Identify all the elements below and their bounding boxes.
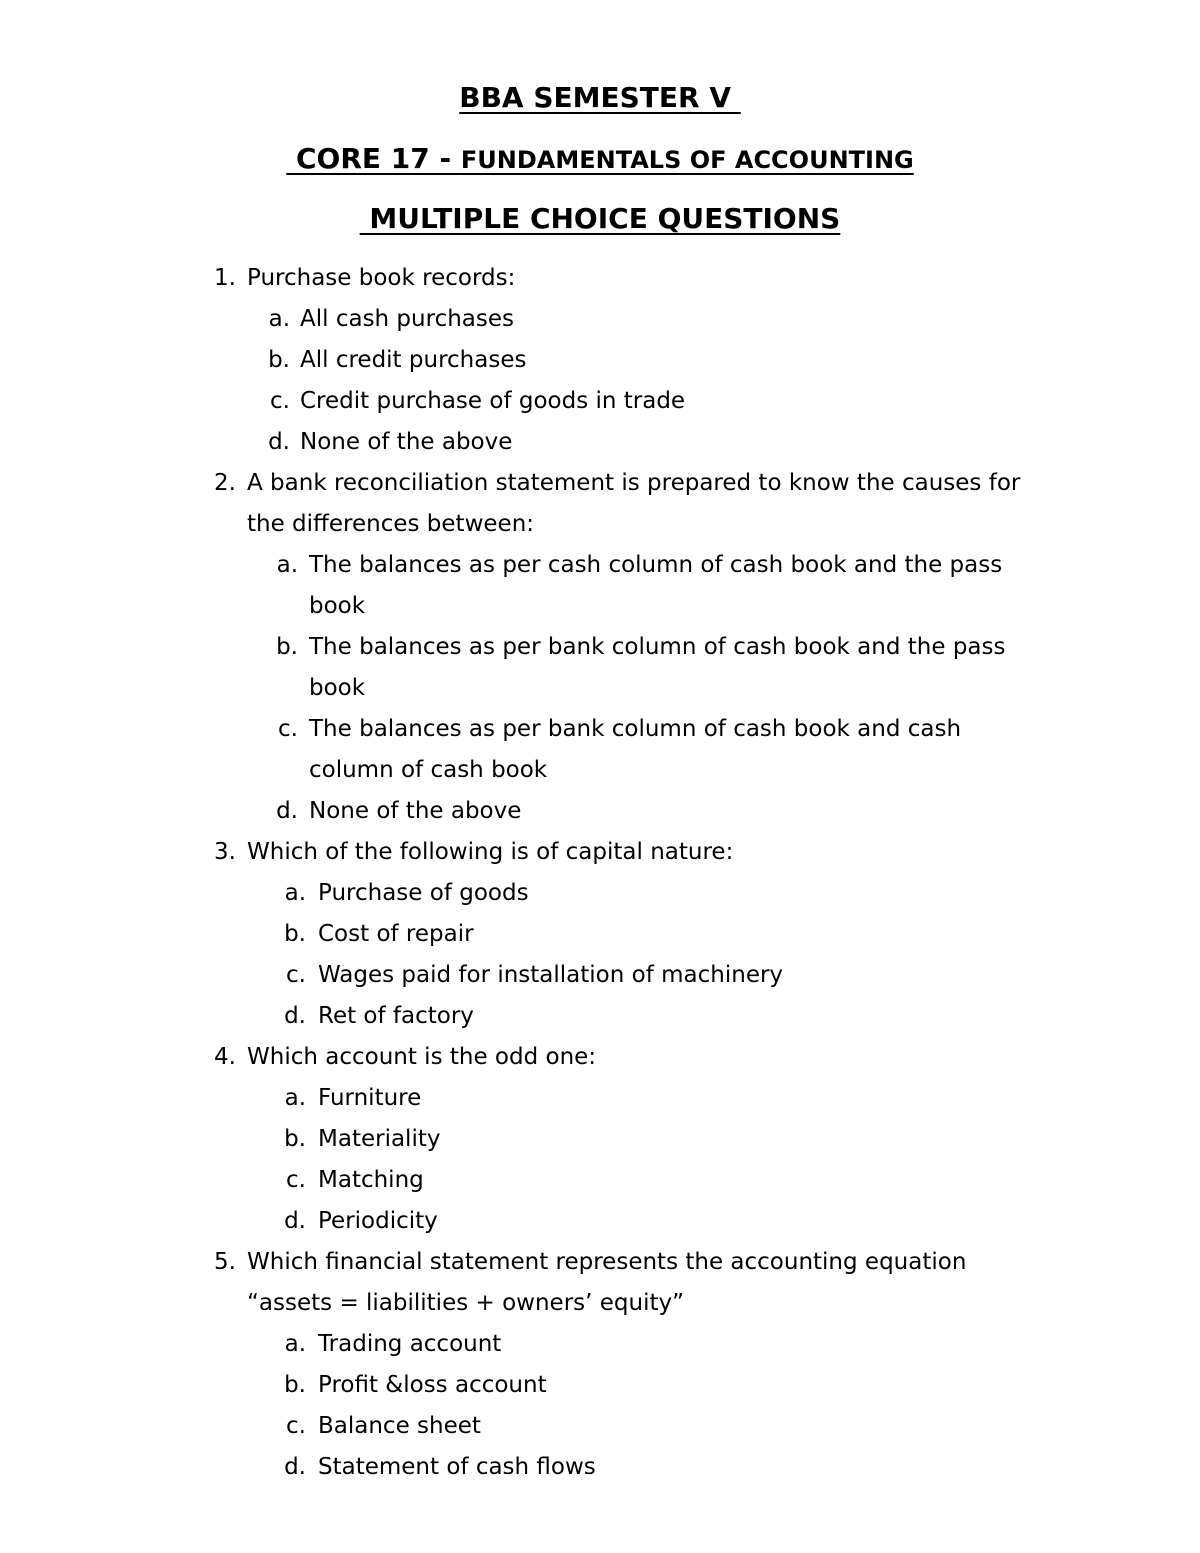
question-text: A bank reconciliation statement is prepared to know the causes for — [247, 470, 1021, 496]
option-letter: d. — [268, 429, 290, 455]
option-text: All cash purchases — [300, 306, 514, 332]
course-code: CORE 17 - — [286, 142, 461, 175]
option-text: book — [309, 675, 366, 701]
option-text: Periodicity — [318, 1208, 438, 1234]
option-letter: b. — [276, 634, 298, 660]
option-text: Purchase of goods — [318, 880, 529, 906]
option-text: Materiality — [318, 1126, 441, 1152]
option-text: Wages paid for installation of machinery — [318, 962, 784, 988]
option-letter: c. — [286, 1413, 306, 1439]
option-letter: d. — [284, 1208, 306, 1234]
option-text: Furniture — [318, 1085, 422, 1111]
option-letter: c. — [270, 388, 290, 414]
option-letter: a. — [276, 552, 298, 578]
option-letter: a. — [268, 306, 290, 332]
question-text: “assets = liabilities + owners’ equity” — [247, 1290, 685, 1316]
option-text: The balances as per bank column of cash book and cash — [309, 716, 962, 742]
question-text: Which of the following is of capital nature: — [247, 839, 734, 865]
option-letter: c. — [286, 962, 306, 988]
option-text: None of the above — [300, 429, 513, 455]
option-letter: b. — [284, 1126, 306, 1152]
option-text: The balances as per cash column of cash book and the pass — [309, 552, 1003, 578]
option-text: Profit &loss account — [318, 1372, 547, 1398]
course-heading — [0, 142, 1200, 175]
semester-heading: BBA SEMESTER V — [459, 81, 741, 114]
question-text: Which account is the odd one: — [247, 1044, 597, 1070]
option-text: Statement of cash flows — [318, 1454, 596, 1480]
question-number: 3. — [214, 839, 236, 865]
option-text: column of cash book — [309, 757, 548, 783]
option-letter: b. — [284, 921, 306, 947]
option-letter: d. — [276, 798, 298, 824]
option-letter: a. — [284, 1331, 306, 1357]
question-number: 1. — [214, 265, 236, 291]
option-letter: d. — [284, 1454, 306, 1480]
option-text: Cost of repair — [318, 921, 474, 947]
option-letter: b. — [284, 1372, 306, 1398]
option-letter: d. — [284, 1003, 306, 1029]
option-text: Matching — [318, 1167, 424, 1193]
question-number: 5. — [214, 1249, 236, 1275]
option-text: Ret of factory — [318, 1003, 474, 1029]
option-text: Balance sheet — [318, 1413, 481, 1439]
option-text: book — [309, 593, 366, 619]
option-text: None of the above — [309, 798, 522, 824]
option-letter: b. — [268, 347, 290, 373]
option-text: Credit purchase of goods in trade — [300, 388, 686, 414]
option-text: Trading account — [318, 1331, 502, 1357]
question-text: Which financial statement represents the accounting equation — [247, 1249, 967, 1275]
question-text: the differences between: — [247, 511, 535, 537]
option-text: The balances as per bank column of cash book and the pass — [309, 634, 1006, 660]
option-letter: c. — [278, 716, 298, 742]
section-heading: MULTIPLE CHOICE QUESTIONS — [359, 202, 841, 235]
course-title: FUNDAMENTALS OF ACCOUNTING — [460, 146, 914, 174]
option-text: All credit purchases — [300, 347, 527, 373]
option-letter: a. — [284, 880, 306, 906]
option-letter: c. — [286, 1167, 306, 1193]
option-letter: a. — [284, 1085, 306, 1111]
question-number: 2. — [214, 470, 236, 496]
question-number: 4. — [214, 1044, 236, 1070]
question-text: Purchase book records: — [247, 265, 516, 291]
